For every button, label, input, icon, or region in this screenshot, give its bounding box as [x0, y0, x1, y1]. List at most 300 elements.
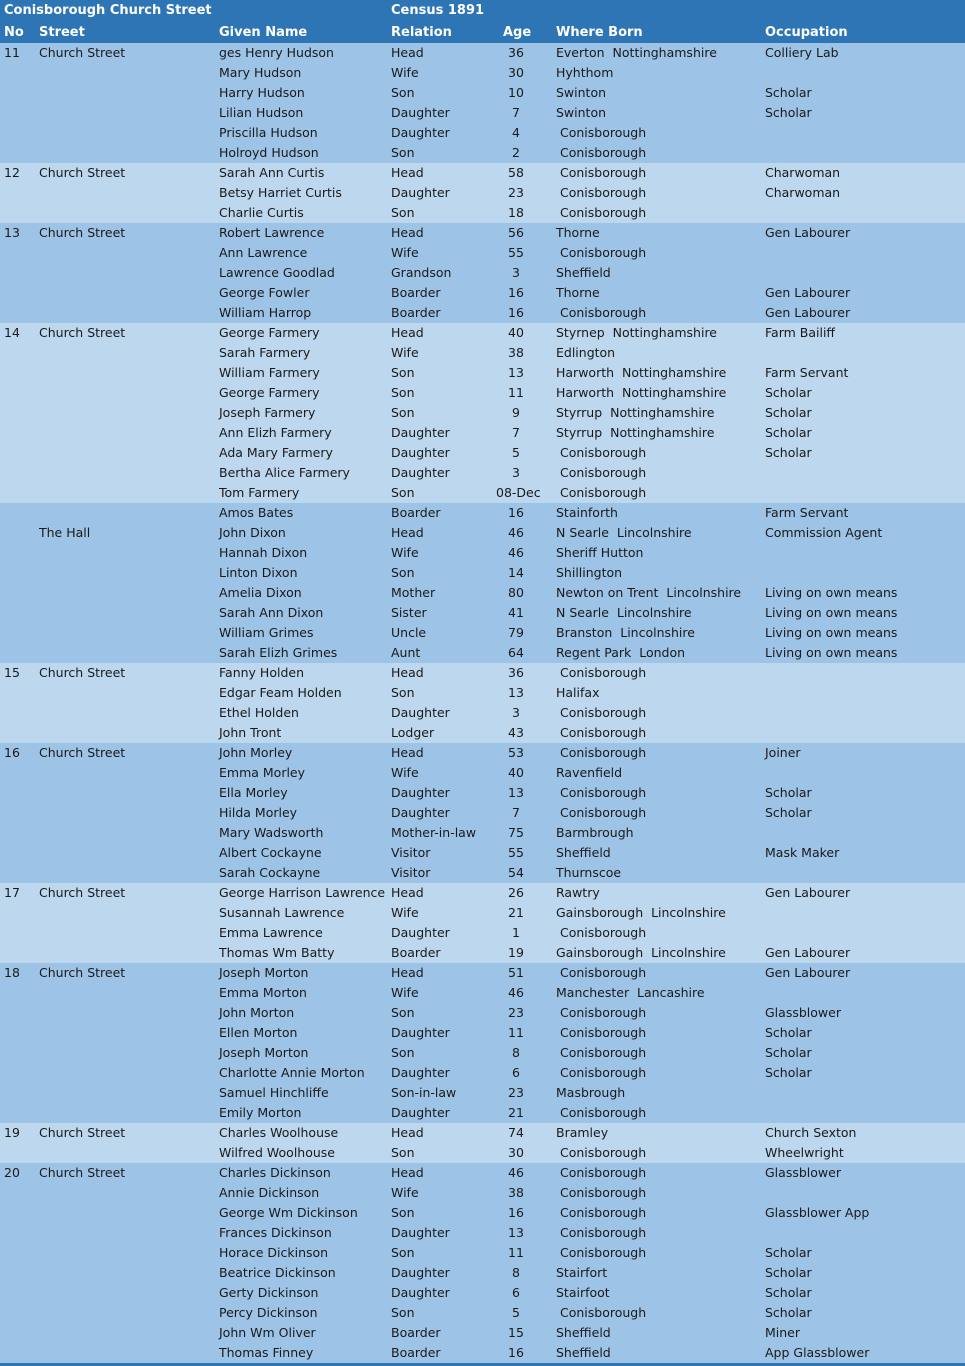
cell-relation: Son: [391, 85, 415, 100]
table-row: [0, 683, 965, 703]
table-row: [0, 583, 965, 603]
cell-relation: Daughter: [391, 465, 450, 480]
cell-age: 16: [508, 1205, 524, 1220]
table-row: [0, 463, 965, 483]
cell-relation: Head: [391, 885, 424, 900]
household-group: [0, 1163, 965, 1363]
cell-age: 8: [512, 1265, 520, 1280]
cell-relation: Daughter: [391, 1105, 450, 1120]
table-row: [0, 963, 965, 983]
cell-age: 46: [508, 985, 524, 1000]
cell-occupation: Scholar: [765, 1305, 812, 1320]
cell-age: 7: [512, 105, 520, 120]
cell-street: Church Street: [39, 325, 126, 340]
cell-where-born: Everton Nottinghamshire: [556, 45, 717, 60]
cell-given-name: Samuel Hinchliffe: [219, 1085, 329, 1100]
cell-given-name: William Farmery: [219, 365, 320, 380]
cell-age: 58: [508, 165, 524, 180]
cell-relation: Daughter: [391, 925, 450, 940]
table-row: [0, 323, 965, 343]
cell-where-born: Conisborough: [556, 1205, 647, 1220]
cell-age: 23: [508, 185, 524, 200]
cell-relation: Daughter: [391, 1065, 450, 1080]
cell-street: Church Street: [39, 1125, 126, 1140]
cell-where-born: Regent Park London: [556, 645, 686, 660]
col-header-occupation: Occupation: [765, 25, 848, 40]
cell-house-no: 17: [4, 885, 20, 900]
cell-given-name: George Fowler: [219, 285, 310, 300]
cell-occupation: Scholar: [765, 385, 812, 400]
table-row: [0, 1263, 965, 1283]
cell-age: 30: [508, 1145, 524, 1160]
cell-age: 38: [508, 345, 524, 360]
cell-occupation: Charwoman: [765, 165, 841, 180]
cell-age: 16: [508, 1345, 524, 1360]
cell-where-born: Swinton: [556, 85, 607, 100]
cell-where-born: Bramley: [556, 1125, 609, 1140]
cell-age: 10: [508, 85, 524, 100]
cell-given-name: Holroyd Hudson: [219, 145, 319, 160]
cell-where-born: Conisborough: [556, 1025, 647, 1040]
col-header-born: Where Born: [556, 25, 643, 40]
cell-occupation: Scholar: [765, 1265, 812, 1280]
household-group: [0, 1123, 965, 1163]
cell-where-born: Sheriff Hutton: [556, 545, 644, 560]
cell-relation: Daughter: [391, 785, 450, 800]
cell-given-name: Charles Woolhouse: [219, 1125, 339, 1140]
cell-where-born: Halifax: [556, 685, 600, 700]
cell-occupation: Gen Labourer: [765, 285, 851, 300]
cell-relation: Daughter: [391, 705, 450, 720]
cell-where-born: Conisborough: [556, 925, 647, 940]
cell-where-born: Thorne: [556, 285, 600, 300]
cell-age: 74: [508, 1125, 524, 1140]
cell-relation: Grandson: [391, 265, 452, 280]
cell-relation: Son: [391, 365, 415, 380]
cell-age: 64: [508, 645, 524, 660]
cell-given-name: Ethel Holden: [219, 705, 299, 720]
cell-given-name: Charlotte Annie Morton: [219, 1065, 365, 1080]
cell-age: 56: [508, 225, 524, 240]
table-row: [0, 383, 965, 403]
cell-age: 3: [512, 265, 520, 280]
cell-relation: Son-in-law: [391, 1085, 457, 1100]
cell-relation: Daughter: [391, 805, 450, 820]
cell-given-name: Sarah Ann Curtis: [219, 165, 325, 180]
cell-given-name: Thomas Wm Batty: [219, 945, 335, 960]
cell-occupation: Scholar: [765, 785, 812, 800]
cell-where-born: Sheffield: [556, 845, 611, 860]
cell-given-name: Gerty Dickinson: [219, 1285, 319, 1300]
cell-given-name: Horace Dickinson: [219, 1245, 329, 1260]
table-row: [0, 263, 965, 283]
cell-occupation: Scholar: [765, 1045, 812, 1060]
cell-relation: Uncle: [391, 625, 427, 640]
cell-where-born: N Searle Lincolnshire: [556, 525, 692, 540]
cell-relation: Mother: [391, 585, 436, 600]
household-group: [0, 883, 965, 963]
cell-house-no: 11: [4, 45, 20, 60]
table-row: [0, 43, 965, 63]
cell-age: 1: [512, 925, 520, 940]
cell-where-born: Barmbrough: [556, 825, 634, 840]
col-header-age: Age: [503, 25, 532, 40]
cell-age: 40: [508, 765, 524, 780]
cell-given-name: Priscilla Hudson: [219, 125, 318, 140]
cell-relation: Aunt: [391, 645, 421, 660]
cell-relation: Boarder: [391, 945, 441, 960]
cell-age: 55: [508, 845, 524, 860]
table-row: [0, 1043, 965, 1063]
cell-relation: Son: [391, 1305, 415, 1320]
table-row: [0, 363, 965, 383]
title-row: [0, 0, 965, 22]
cell-age: 30: [508, 65, 524, 80]
cell-where-born: Sheffield: [556, 265, 611, 280]
cell-given-name: Sarah Farmery: [219, 345, 311, 360]
table-row: [0, 763, 965, 783]
cell-relation: Visitor: [391, 845, 431, 860]
cell-age: 13: [508, 685, 524, 700]
household-group: [0, 43, 965, 163]
cell-given-name: George Farmery: [219, 325, 320, 340]
cell-occupation: Colliery Lab: [765, 45, 839, 60]
table-row: [0, 103, 965, 123]
cell-relation: Daughter: [391, 185, 450, 200]
cell-given-name: Joseph Farmery: [219, 405, 316, 420]
cell-occupation: Living on own means: [765, 645, 898, 660]
cell-relation: Wife: [391, 765, 419, 780]
table-row: [0, 1343, 965, 1363]
table-row: [0, 83, 965, 103]
cell-occupation: Living on own means: [765, 605, 898, 620]
cell-occupation: Miner: [765, 1325, 801, 1340]
table-row: [0, 623, 965, 643]
cell-age: 21: [508, 905, 524, 920]
cell-where-born: Styrrup Nottinghamshire: [556, 405, 715, 420]
cell-street: The Hall: [39, 525, 91, 540]
cell-relation: Mother-in-law: [391, 825, 477, 840]
cell-occupation: Commission Agent: [765, 525, 883, 540]
cell-occupation: Joiner: [765, 745, 801, 760]
cell-occupation: Farm Servant: [765, 365, 849, 380]
cell-given-name: Hilda Morley: [219, 805, 298, 820]
table-row: [0, 1063, 965, 1083]
cell-relation: Wife: [391, 545, 419, 560]
cell-where-born: Hyhthom: [556, 65, 614, 80]
cell-relation: Son: [391, 485, 415, 500]
cell-given-name: Emma Morley: [219, 765, 306, 780]
cell-age: 21: [508, 1105, 524, 1120]
table-row: [0, 1243, 965, 1263]
cell-given-name: William Grimes: [219, 625, 314, 640]
table-row: [0, 643, 965, 663]
cell-where-born: Thorne: [556, 225, 600, 240]
col-header-relation: Relation: [391, 25, 452, 40]
cell-occupation: Scholar: [765, 425, 812, 440]
cell-given-name: Ann Elizh Farmery: [219, 425, 332, 440]
cell-occupation: Gen Labourer: [765, 945, 851, 960]
table-row: [0, 1023, 965, 1043]
cell-house-no: 13: [4, 225, 20, 240]
cell-occupation: Farm Bailiff: [765, 325, 836, 340]
table-row: [0, 783, 965, 803]
cell-where-born: Conisborough: [556, 125, 647, 140]
cell-where-born: Sheffield: [556, 1325, 611, 1340]
cell-street: Church Street: [39, 885, 126, 900]
cell-occupation: Mask Maker: [765, 845, 840, 860]
cell-relation: Wife: [391, 1185, 419, 1200]
household-group: [0, 663, 965, 743]
cell-relation: Daughter: [391, 1025, 450, 1040]
cell-where-born: Shillington: [556, 565, 623, 580]
cell-where-born: Conisborough: [556, 745, 647, 760]
cell-age: 75: [508, 825, 524, 840]
table-row: [0, 403, 965, 423]
cell-given-name: Charlie Curtis: [219, 205, 304, 220]
cell-given-name: John Morley: [219, 745, 293, 760]
cell-where-born: Stainforth: [556, 505, 618, 520]
cell-given-name: Joseph Morton: [219, 965, 309, 980]
cell-given-name: Linton Dixon: [219, 565, 298, 580]
cell-relation: Daughter: [391, 125, 450, 140]
cell-where-born: Masbrough: [556, 1085, 626, 1100]
cell-house-no: 19: [4, 1125, 20, 1140]
cell-where-born: Manchester Lancashire: [556, 985, 705, 1000]
table-row: [0, 163, 965, 183]
table-row: [0, 343, 965, 363]
cell-relation: Wife: [391, 345, 419, 360]
cell-age: 79: [508, 625, 524, 640]
table-row: [0, 1183, 965, 1203]
cell-age: 13: [508, 1225, 524, 1240]
cell-given-name: John Tront: [219, 725, 282, 740]
cell-age: 53: [508, 745, 524, 760]
cell-relation: Head: [391, 165, 424, 180]
table-row: [0, 303, 965, 323]
cell-given-name: ges Henry Hudson: [219, 45, 334, 60]
cell-where-born: Conisborough: [556, 1165, 647, 1180]
cell-where-born: Conisborough: [556, 305, 647, 320]
cell-relation: Son: [391, 1145, 415, 1160]
table-row: [0, 1083, 965, 1103]
cell-relation: Daughter: [391, 445, 450, 460]
cell-age: 51: [508, 965, 524, 980]
cell-relation: Head: [391, 1165, 424, 1180]
table-row: [0, 723, 965, 743]
cell-age: 54: [508, 865, 524, 880]
cell-given-name: Mary Hudson: [219, 65, 302, 80]
cell-age: 46: [508, 525, 524, 540]
cell-where-born: Harworth Nottinghamshire: [556, 365, 727, 380]
table-row: [0, 743, 965, 763]
cell-given-name: Joseph Morton: [219, 1045, 309, 1060]
cell-street: Church Street: [39, 1165, 126, 1180]
cell-house-no: 12: [4, 165, 20, 180]
cell-given-name: Mary Wadsworth: [219, 825, 324, 840]
cell-given-name: George Wm Dickinson: [219, 1205, 358, 1220]
cell-relation: Boarder: [391, 1345, 441, 1360]
cell-where-born: Conisborough: [556, 705, 647, 720]
cell-occupation: Glassblower: [765, 1005, 841, 1020]
table-row: [0, 563, 965, 583]
cell-relation: Wife: [391, 65, 419, 80]
cell-age: 5: [512, 1305, 520, 1320]
cell-age: 7: [512, 425, 520, 440]
cell-relation: Head: [391, 665, 424, 680]
cell-age: 3: [512, 705, 520, 720]
table-row: [0, 663, 965, 683]
cell-age: 36: [508, 45, 524, 60]
cell-given-name: Betsy Harriet Curtis: [219, 185, 342, 200]
table-row: [0, 923, 965, 943]
cell-age: 6: [512, 1285, 520, 1300]
cell-where-born: Conisborough: [556, 1225, 647, 1240]
table-row: [0, 423, 965, 443]
col-header-street: Street: [39, 25, 85, 40]
cell-relation: Lodger: [391, 725, 435, 740]
cell-where-born: Harworth Nottinghamshire: [556, 385, 727, 400]
cell-relation: Son: [391, 145, 415, 160]
table-row: [0, 143, 965, 163]
cell-where-born: Newton on Trent Lincolnshire: [556, 585, 742, 600]
table-row: [0, 863, 965, 883]
cell-relation: Son: [391, 685, 415, 700]
table-row: [0, 123, 965, 143]
cell-occupation: Scholar: [765, 1245, 812, 1260]
cell-given-name: Frances Dickinson: [219, 1225, 332, 1240]
table-row: [0, 603, 965, 623]
cell-occupation: App Glassblower: [765, 1345, 870, 1360]
cell-occupation: Gen Labourer: [765, 965, 851, 980]
cell-given-name: Robert Lawrence: [219, 225, 325, 240]
cell-relation: Daughter: [391, 1225, 450, 1240]
cell-age: 15: [508, 1325, 524, 1340]
cell-given-name: Sarah Ann Dixon: [219, 605, 324, 620]
cell-relation: Daughter: [391, 1265, 450, 1280]
table-row: [0, 1103, 965, 1123]
cell-given-name: Emma Morton: [219, 985, 307, 1000]
cell-given-name: John Wm Oliver: [219, 1325, 316, 1340]
cell-age: 08-Dec: [496, 485, 541, 500]
cell-where-born: Conisborough: [556, 245, 647, 260]
cell-occupation: Farm Servant: [765, 505, 849, 520]
cell-where-born: Branston Lincolnshire: [556, 625, 695, 640]
cell-where-born: Thurnscoe: [556, 865, 622, 880]
cell-relation: Boarder: [391, 305, 441, 320]
cell-relation: Head: [391, 325, 424, 340]
cell-where-born: Conisborough: [556, 1305, 647, 1320]
cell-given-name: Ada Mary Farmery: [219, 445, 333, 460]
cell-age: 41: [508, 605, 524, 620]
table-header: [0, 0, 965, 43]
cell-age: 23: [508, 1085, 524, 1100]
table-row: [0, 703, 965, 723]
cell-given-name: Emily Morton: [219, 1105, 302, 1120]
table-row: [0, 1003, 965, 1023]
cell-occupation: Gen Labourer: [765, 885, 851, 900]
cell-age: 5: [512, 445, 520, 460]
cell-given-name: Ellen Morton: [219, 1025, 298, 1040]
cell-occupation: Living on own means: [765, 625, 898, 640]
cell-age: 8: [512, 1045, 520, 1060]
cell-relation: Boarder: [391, 285, 441, 300]
cell-where-born: Conisborough: [556, 485, 647, 500]
cell-relation: Wife: [391, 245, 419, 260]
cell-relation: Daughter: [391, 105, 450, 120]
household-group: [0, 323, 965, 503]
cell-street: Church Street: [39, 165, 126, 180]
cell-relation: Head: [391, 225, 424, 240]
cell-occupation: Scholar: [765, 1285, 812, 1300]
cell-house-no: 14: [4, 325, 20, 340]
table-row: [0, 883, 965, 903]
table-row: [0, 63, 965, 83]
table-row: [0, 843, 965, 863]
cell-age: 40: [508, 325, 524, 340]
cell-relation: Daughter: [391, 425, 450, 440]
cell-where-born: Conisborough: [556, 1145, 647, 1160]
table-row: [0, 1203, 965, 1223]
table-row: [0, 183, 965, 203]
cell-occupation: Scholar: [765, 445, 812, 460]
cell-occupation: Glassblower: [765, 1165, 841, 1180]
cell-where-born: Ravenfield: [556, 765, 623, 780]
cell-where-born: Gainsborough Lincolnshire: [556, 945, 726, 960]
cell-age: 13: [508, 365, 524, 380]
table-row: [0, 803, 965, 823]
cell-where-born: Conisborough: [556, 725, 647, 740]
cell-age: 16: [508, 505, 524, 520]
cell-where-born: Conisborough: [556, 805, 647, 820]
cell-given-name: Sarah Cockayne: [219, 865, 321, 880]
table-row: [0, 523, 965, 543]
cell-given-name: Charles Dickinson: [219, 1165, 331, 1180]
cell-given-name: Ella Morley: [219, 785, 288, 800]
cell-where-born: Rawtry: [556, 885, 600, 900]
cell-where-born: Conisborough: [556, 1245, 647, 1260]
cell-given-name: Percy Dickinson: [219, 1305, 318, 1320]
cell-relation: Daughter: [391, 1285, 450, 1300]
cell-where-born: Stairfoot: [556, 1285, 610, 1300]
cell-age: 23: [508, 1005, 524, 1020]
cell-age: 11: [508, 1245, 524, 1260]
household-group: [0, 963, 965, 1123]
table-row: [0, 1283, 965, 1303]
table-body: [0, 43, 965, 1366]
cell-occupation: Scholar: [765, 105, 812, 120]
cell-relation: Wife: [391, 905, 419, 920]
cell-given-name: Amos Bates: [219, 505, 294, 520]
cell-relation: Son: [391, 1205, 415, 1220]
cell-age: 7: [512, 805, 520, 820]
cell-given-name: Emma Lawrence: [219, 925, 323, 940]
cell-occupation: Church Sexton: [765, 1125, 857, 1140]
cell-given-name: Beatrice Dickinson: [219, 1265, 336, 1280]
cell-occupation: Wheelwright: [765, 1145, 844, 1160]
cell-where-born: Sheffield: [556, 1345, 611, 1360]
cell-relation: Head: [391, 745, 424, 760]
cell-age: 26: [508, 885, 524, 900]
cell-given-name: George Harrison Lawrence: [219, 885, 386, 900]
cell-relation: Head: [391, 1125, 424, 1140]
cell-relation: Wife: [391, 985, 419, 1000]
cell-occupation: Gen Labourer: [765, 305, 851, 320]
cell-age: 11: [508, 385, 524, 400]
census-label: Census 1891: [391, 3, 485, 18]
cell-given-name: Sarah Elizh Grimes: [219, 645, 338, 660]
cell-age: 43: [508, 725, 524, 740]
